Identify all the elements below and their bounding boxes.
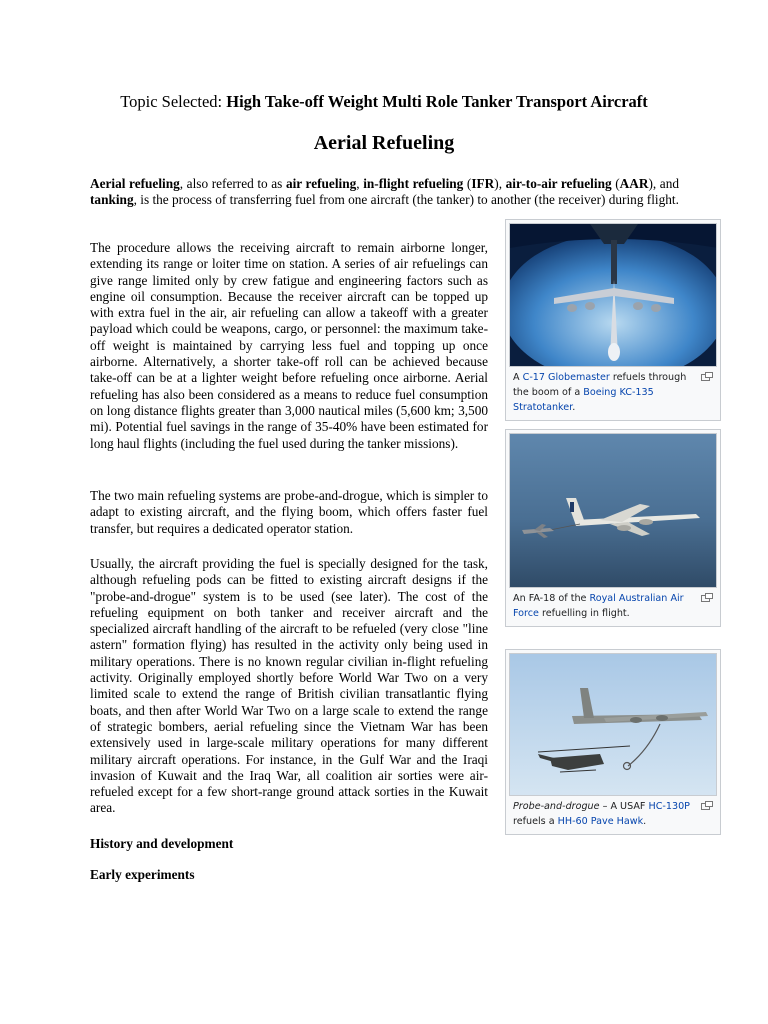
caption-probe-and-drogue bbox=[509, 796, 717, 831]
link-boeing-kc135[interactable]: Boeing KC-135 Stratotanker bbox=[513, 387, 654, 413]
caption-pd-text-a: – A USAF bbox=[599, 801, 649, 812]
caption-c17-text-a: A bbox=[513, 372, 523, 383]
term-air-refueling: air refueling bbox=[285, 176, 357, 191]
topic-prefix: Topic Selected: bbox=[120, 92, 227, 111]
intro-text-7: , is the process of transferring fuel from one aircraft (the tanker) to another (the receiver) during flight. bbox=[133, 192, 679, 208]
paragraph-systems: The two main refueling systems are probe-and-drogue, which is simpler to adapt to existing aircraft, and the flying boom, which offers faster fuel transfer, but requires a dedicated operator station. bbox=[90, 488, 488, 536]
term-tanking: tanking bbox=[90, 192, 134, 208]
heading-early-experiments: Early experiments bbox=[90, 867, 195, 882]
heading-history: History and development bbox=[90, 836, 234, 851]
link-hh60-pave-hawk[interactable]: HH-60 Pave Hawk bbox=[557, 816, 644, 827]
paragraph-procedure: The procedure allows the receiving aircraft to remain airborne longer, extending its range or loiter time on station. A series of air refuelings can give range limited only by crew fatigue and engineering factors such as engine oil consumption. Because the receiver aircraft can be topped up with extra fuel in the air, air refueling can allow a takeoff with a greater payload which could be weapons, cargo, or personnel: the maximum take-off weight is maintained by carrying less fuel and topping up once airborne. Alternatively, a shorter take-off roll can be achieved because take-off can be at a lighter weight before refueling once airborne. Aerial refueling has also been considered as a means to reduce fuel consumption on long distance flights greater than 3,000 nautical miles (5,600 km; 3,500 mi). Potential fuel savings in the range of 35-40% have been estimated for long haul flights (including the fuel used during the tanker missions). bbox=[90, 240, 488, 451]
photo-fa18-refueling[interactable] bbox=[509, 433, 717, 588]
term-aerial-refueling: Aerial refueling bbox=[90, 176, 180, 191]
intro-paragraph bbox=[90, 176, 679, 209]
photo-c17-boom-refueling[interactable] bbox=[509, 223, 717, 367]
intro-text-3: ( bbox=[463, 176, 472, 191]
caption-pd-text-c: . bbox=[643, 816, 647, 827]
caption-c17-text-c: . bbox=[572, 402, 576, 413]
intro-text-1: , also referred to as bbox=[179, 176, 286, 191]
topic-line bbox=[0, 92, 768, 112]
caption-fa18-text-a: An FA-18 of the bbox=[513, 593, 590, 604]
figure-c17-refueling bbox=[505, 219, 721, 421]
term-ifr: IFR bbox=[471, 176, 495, 191]
figure-probe-and-drogue bbox=[505, 649, 721, 835]
link-royal-australian-air-force[interactable]: Royal Australian Air Force bbox=[513, 593, 684, 619]
intro-text-4: ), bbox=[494, 176, 506, 191]
paragraph-usage: Usually, the aircraft providing the fuel is specially designed for the task, although refueling pods can be fitted to existing aircraft designs if the "probe-and-drogue" system is to be used (see later). The cost of the refueling equipment on both tanker and receiver aircraft and the specialized aircraft handling of the aircraft to be refueled (very close "line astern" formation flying) has resulted in the activity only being used in military operations. There is no known regular civilian in-flight refueling activity. Originally employed shortly before World War Two on a very limited scale to extend the range of British civilian transatlantic flying boats, and then after World War Two on a large scale to extend the range of strategic bombers, aerial refueling since the Vietnam War has been extensively used in large-scale military operations for many different military aircraft operations. For instance, in the Gulf War and the Iraqi invasion of Kuwait and the Iraq War, all coalition air sorties were air-refueled except for a few short-range ground attack sorties in the Kuwait area. bbox=[90, 556, 488, 816]
page-title: Aerial Refueling bbox=[313, 132, 455, 154]
caption-c17-text-b: refuels through the boom of a bbox=[513, 372, 687, 398]
caption-c17 bbox=[509, 367, 717, 417]
term-air-to-air-refueling: air-to-air refueling bbox=[505, 176, 612, 191]
caption-fa18-text-b: refuelling in flight. bbox=[538, 608, 630, 619]
figure-fa18-refueling bbox=[505, 429, 721, 627]
caption-pd-text-b: refuels a bbox=[513, 816, 558, 827]
topic-title: High Take-off Weight Multi Role Tanker Transport Aircraft bbox=[226, 92, 648, 111]
term-aar: AAR bbox=[619, 176, 649, 191]
intro-text-5: ( bbox=[611, 176, 620, 191]
intro-text-2: , bbox=[356, 176, 364, 191]
link-hc130p[interactable]: HC-130P bbox=[648, 801, 690, 812]
photo-hc130p-hh60[interactable] bbox=[509, 653, 717, 796]
enlarge-icon[interactable] bbox=[701, 593, 713, 602]
intro-text-6: ), and bbox=[648, 176, 679, 191]
enlarge-icon[interactable] bbox=[701, 372, 713, 381]
link-c17-globemaster[interactable]: C-17 Globemaster bbox=[522, 372, 610, 383]
enlarge-icon[interactable] bbox=[701, 801, 713, 810]
caption-fa18 bbox=[509, 588, 717, 623]
term-in-flight-refueling: in-flight refueling bbox=[363, 176, 464, 191]
caption-probe-and-drogue-italic: Probe-and-drogue bbox=[513, 801, 600, 812]
